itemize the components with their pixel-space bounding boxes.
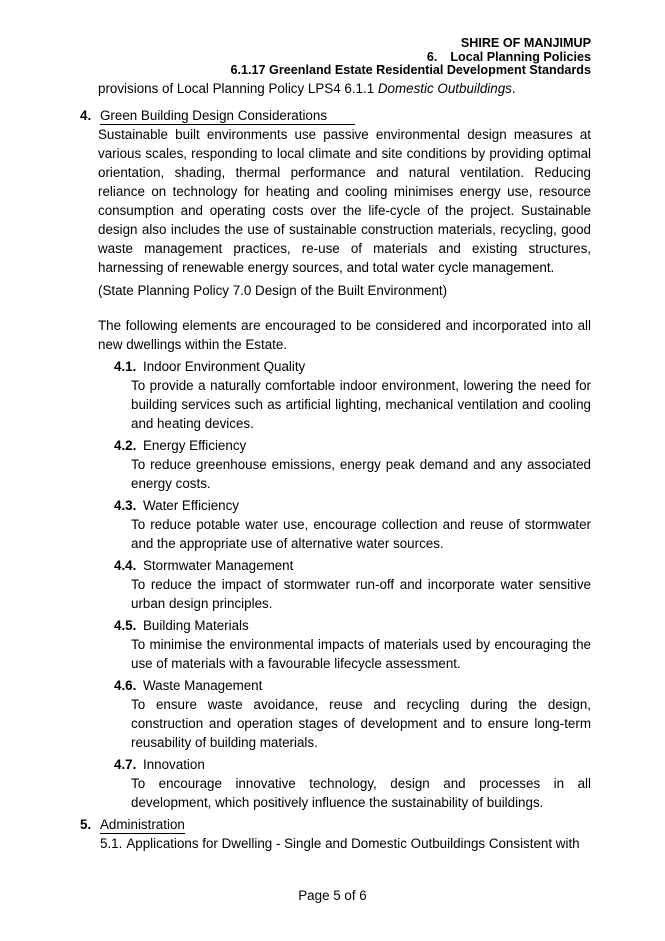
- header-policy-title: 6.1.17 Greenland Estate Residential Development Standards: [230, 63, 591, 78]
- intro-text: provisions of Local Planning Policy LPS4 6.1.1: [98, 81, 378, 96]
- header-section-number: 6.: [426, 49, 438, 64]
- list-item-number: 4.4.: [114, 558, 137, 573]
- list-item-body: To provide a naturally comfortable indoor environment, lowering the need for building services such as artificial lighting, mechanical ventilation and cooling and heating devices.: [131, 378, 591, 431]
- list-item-title: Innovation: [143, 757, 205, 772]
- list-item-body: To minimise the environmental impacts of materials used by encouraging the use of materials with a favourable lifecycle assessment.: [131, 637, 591, 671]
- list-item-title: Energy Efficiency: [143, 438, 247, 453]
- header-section-label: Local Planning Policies: [450, 49, 591, 64]
- intro-italic-reference: Domestic Outbuildings: [377, 81, 512, 96]
- list-item-heading: [114, 755, 591, 774]
- list-item-heading: [114, 357, 591, 376]
- section-4-number: 4.: [80, 108, 92, 123]
- list-item-4-5: [114, 616, 591, 673]
- header-section-line: [0, 51, 591, 65]
- list-item-number: 4.5.: [114, 618, 137, 633]
- list-item-5-1: [100, 834, 591, 853]
- list-item-heading: [114, 436, 591, 455]
- list-item-4-6: [114, 676, 591, 752]
- list-item-title: Water Efficiency: [143, 498, 239, 513]
- list-item-number: 4.6.: [114, 678, 137, 693]
- list-item-4-3: [114, 496, 591, 553]
- list-item-number: 4.3.: [114, 498, 137, 513]
- list-item-4-4: [114, 556, 591, 613]
- section-4-paragraph: Sustainable built environments use passive environmental design measures at various scales, responding to local climate and site conditions by providing optimal orientation, shading, thermal performance and natural ventilation. Reducing reliance on technology for heating and cooling minimises energy use, resource consumption and operating costs over the life-cycle of the project. Sustainable design also includes the use of sustainable construction materials, recycling, good waste management practices, re-use of materials and existing structures, harnessing of renewable energy sources, and total water cycle management.: [98, 127, 591, 275]
- list-item-body: To reduce greenhouse emissions, energy peak demand and any associated energy costs.: [131, 457, 591, 491]
- section-4-title: Green Building Design Considerations: [100, 108, 355, 125]
- list-item-number: 4.7.: [114, 757, 137, 772]
- document-body: [80, 79, 591, 853]
- list-item-title: Waste Management: [143, 678, 263, 693]
- intro-period: .: [511, 81, 516, 96]
- page-footer: [0, 886, 665, 905]
- header-org-title: SHIRE OF MANJIMUP: [460, 36, 591, 50]
- section-5-number: 5.: [80, 817, 92, 832]
- policy-reference: (State Planning Policy 7.0 Design of the Built Environment): [98, 283, 448, 298]
- list-item-body: To encourage innovative technology, design and processes in all development, which positively influence the sustainability of buildings.: [131, 776, 591, 810]
- list-item-heading: [114, 676, 591, 695]
- list-item-body: To ensure waste avoidance, reuse and recycling during the design, construction and operation stages of development and to ensure long-term reusability of building materials.: [131, 697, 591, 750]
- list-item-4-2: [114, 436, 591, 493]
- section-5-title: Administration: [100, 817, 185, 832]
- list-item-text: Applications for Dwelling - Single and Domestic Outbuildings Consistent with: [126, 836, 580, 851]
- page-number-label: Page 5 of 6: [298, 888, 367, 903]
- section-4-heading: [80, 106, 591, 125]
- intro-continuation-line: [98, 79, 591, 98]
- section-5-heading: [80, 815, 591, 834]
- list-item-title: Building Materials: [143, 618, 249, 633]
- list-item-number: 4.1.: [114, 359, 137, 374]
- list-item-number: 4.2.: [114, 438, 137, 453]
- document-header: [0, 37, 591, 78]
- list-item-body: To reduce the impact of stormwater run-off and incorporate water sensitive urban design principles.: [131, 577, 591, 611]
- list-item-body: To reduce potable water use, encourage collection and reuse of stormwater and the appropriate use of alternative water sources.: [131, 517, 591, 551]
- list-item-number: 5.1.: [100, 836, 123, 851]
- list-item-4-7: [114, 755, 591, 812]
- list-item-title: Indoor Environment Quality: [143, 359, 306, 374]
- list-item-heading: [114, 616, 591, 635]
- list-item-4-1: [114, 357, 591, 433]
- list-item-heading: [114, 556, 591, 575]
- list-item-title: Stormwater Management: [143, 558, 294, 573]
- list-item-heading: [114, 496, 591, 515]
- section-4-lead-in: The following elements are encouraged to be considered and incorporated into all new dwellings within the Estate.: [98, 318, 591, 352]
